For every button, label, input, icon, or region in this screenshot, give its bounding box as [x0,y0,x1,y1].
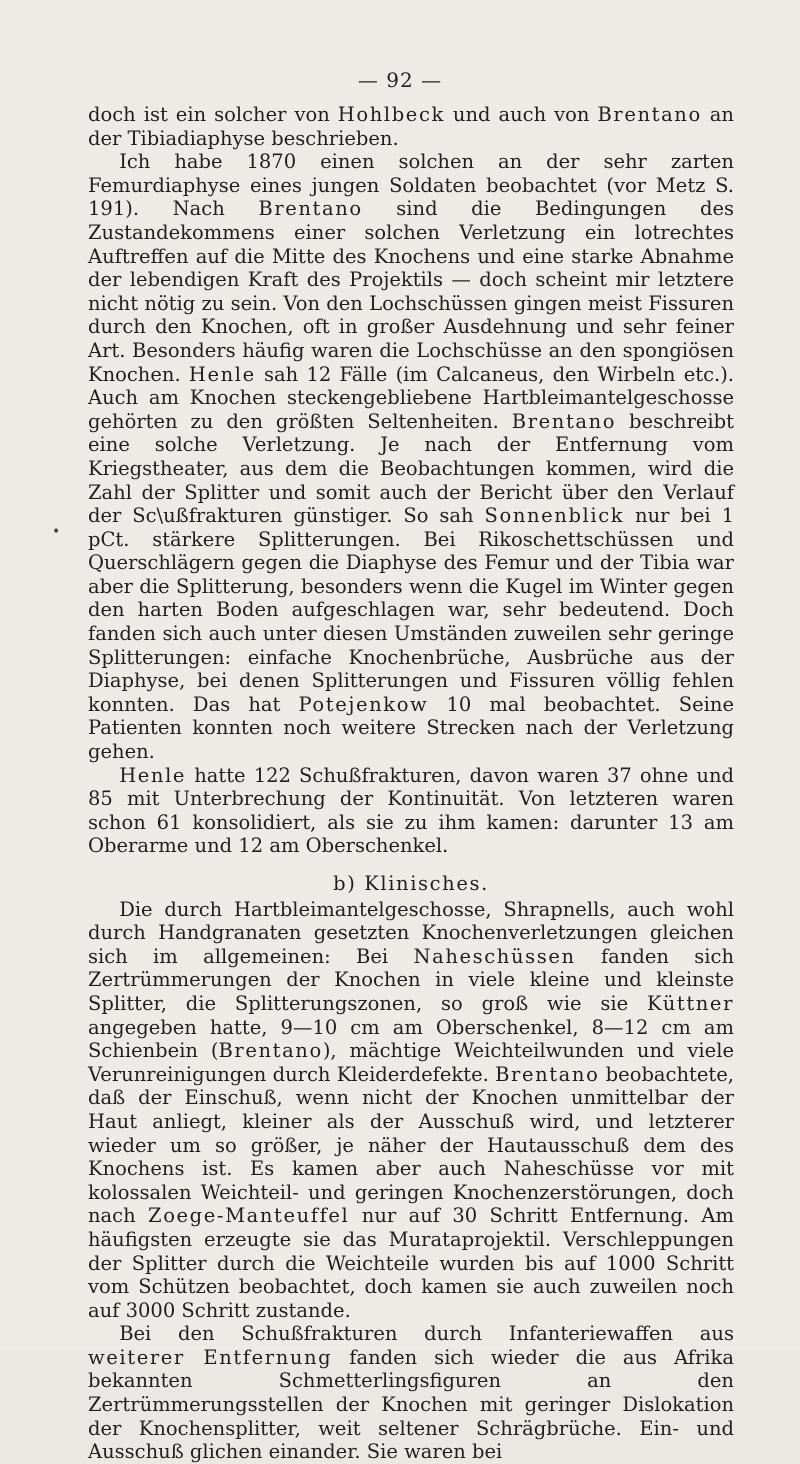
author-name: Henle [119,763,187,787]
text-run: hatte 122 Schußfrakturen, davon waren 37 ohne und 85 mit Unterbrechung der Kontinuität. Von letzteren waren schon 61 konsolidiert, als sie zu ihm kamen: darunter 13 am Oberarme und 12 am Oberschenkel. [88,763,734,858]
text-run: fanden sich wieder die aus Afrika bekannten Schmetterlingsfiguren an den Zertrümmerungsstellen der Knochen mit geringer Dislokation der Knochensplitter, weit seltener Schrägbrüche. Ein- und Ausschuß glichen einander. Sie waren bei [88,1345,734,1464]
author-name: Brentano [495,1062,600,1086]
paragraph-p1 [88,103,734,150]
margin-mark: • [52,524,61,540]
text-run: Bei den Schußfrakturen durch Infanteriewaffen aus [119,1322,734,1346]
paragraph-p4 [88,898,734,1323]
text-run: angegeben hatte, 9—10 cm am Oberschenkel, 8—12 cm am Schienbein ( [88,1015,734,1063]
text-run: an der Tibiadiaphyse beschrieben. [88,103,734,150]
text-run: und auch von [444,103,598,126]
text-run: 10 mal beobachtet. Seine Patienten konnten noch weitere Strecken nach der Verletzung gehen. [88,692,734,764]
author-name: Brentano [597,103,702,126]
paragraph-p3 [88,764,734,858]
author-name: Brentano [511,409,617,433]
text-run: sind die Bedingungen des Zustandekommens einer solchen Verletzung ein lotrechtes Auftreffen auf die Mitte des Knochens und eine starke Abnahme der lebendigen Kraft des Projektils — doch scheint mir letztere nicht nötig zu sein. Von den Lochschüssen gingen meist Fissuren durch den Knochen, oft in großer Ausdehnung und sehr feiner Art. Besonders häufig waren die Lochschüsse an den spongiösen Knochen. [88,197,734,386]
author-name: Naheschüssen [413,944,576,968]
author-name: weiterer Entfernung [88,1345,333,1369]
text-run: nur bei 1 pCt. stärkere Splitterungen. Bei Rikoschettschüssen und Querschlägern gegen die Diaphyse des Femur und der Tibia war aber die Splitterung, besonders wenn die Kugel im Winter gegen den harten Boden aufgeschlagen war, sehr bedeutend. Doch fanden sich auch unter diesen Umständen zuweilen sehr geringe Splitterungen: einfache Knochenbrüche, Ausbrüche aus der Diaphyse, bei denen Splitterungen und Fissuren völlig fehlen konnten. Das hat [88,504,734,716]
text-run: ), mächtige Weichteilwunden und viele Verunreinigungen durch Kleiderdefekte. [88,1039,734,1086]
section-heading: b) Klinisches. [333,872,489,895]
body-text [88,103,734,1464]
paragraphs-before-heading [88,103,734,858]
text-run: doch ist ein solcher von [88,103,338,126]
text-run: beschreibt eine solche Verletzung. Je nach der Entfernung vom Kriegstheater, aus dem die Beobachtungen kommen, wird die Zahl der Splitter und somit auch der Bericht über den Verlauf der Sc\ußfrakturen günstiger. So sah [88,409,734,528]
author-name: Brentano [218,1039,323,1063]
paragraph-p5 [88,1322,734,1464]
author-name: Zoege-Manteuffel [148,1204,350,1228]
author-name: Henle [188,362,256,386]
author-name: Brentano [258,197,363,221]
text-run: Ich habe 1870 einen solchen an der sehr zarten Femurdiaphyse eines jungen Soldaten beobachtet (vor Metz S. 191). Nach [88,150,734,221]
author-name: Hohlbeck [337,103,445,126]
paragraph-p2 [88,150,734,763]
paragraphs-after-heading [88,898,734,1464]
author-name: Küttner [647,991,734,1015]
page-number: — 92 — [357,68,443,92]
text-run: sah 12 Fälle (im Calcaneus, den Wirbeln etc.). Auch am Knochen steckengebliebene Hartbleimantelgeschosse gehörten zu den größten Seltenheiten. [88,362,734,433]
author-name: Sonnenblick [484,504,625,528]
text-run: beobachtete, daß der Einschuß, wenn nicht der Knochen unmittelbar der Haut anliegt, kleiner als der Ausschuß wird, und letzterer wieder um so größer, je näher der Hautausschuß dem des Knochens ist. Es kamen aber auch Naheschüsse vor mit kolossalen Weichteil- und geringen Knochenzerstörungen, doch nach [88,1062,734,1228]
text-run: Die durch Hartbleimantelgeschosse, Shrapnells, auch wohl durch Handgranaten gesetzten Knochenverletzungen gleichen sich im allgemeinen: Bei [88,897,734,968]
author-name: Potejenkow [298,692,429,716]
text-run: fanden sich Zertrümmerungen der Knochen in viele kleine und kleinste Splitter, die Splitterungszonen, so groß wie sie [88,944,734,1015]
text-run: nur auf 30 Schritt Entfernung. Am häufigsten erzeugte sie das Murataprojektil. Verschleppungen der Splitter durch die Weichteile wurden bis auf 1000 Schritt vom Schützen beobachtet, doch kamen sie auch zuweilen noch auf 3000 Schritt zustande. [88,1204,734,1322]
